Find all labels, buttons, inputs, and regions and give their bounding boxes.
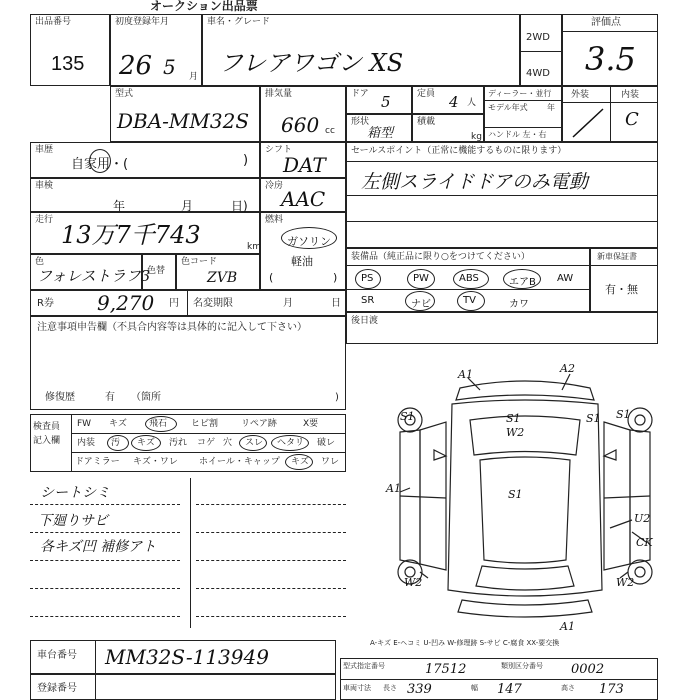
drive-box xyxy=(520,14,562,86)
dealer-label: ディーラー・並行 xyxy=(488,89,552,98)
shift-box xyxy=(260,142,346,178)
equip-ps: PS xyxy=(361,273,374,284)
interior-value: C xyxy=(625,109,639,130)
color-code-value: ZVB xyxy=(207,270,238,286)
inspection-day-unit: 日) xyxy=(231,199,248,213)
insp-dirt: 汚 xyxy=(111,438,121,448)
width-label: 幅 xyxy=(471,684,478,692)
notes-label: 注意事項申告欄（不具合内容等は具体的に記入して下さい） xyxy=(37,322,307,333)
cert-dims-box xyxy=(340,658,658,700)
dealer-box xyxy=(484,86,562,142)
damage-mark-s1-fl: S1 xyxy=(400,410,415,423)
capacity-unit: 人 xyxy=(467,98,477,108)
cert-value: 17512 xyxy=(425,662,467,677)
repair-paren: （箇所 xyxy=(131,392,161,403)
inspection-box xyxy=(30,178,260,212)
name-change-label: 名変期限 xyxy=(193,298,233,309)
shift-label: シフト xyxy=(265,145,293,155)
equip-leather: カワ xyxy=(509,299,529,310)
recycle-label: R券 xyxy=(37,298,54,309)
class-label: 類別区分番号 xyxy=(501,662,543,670)
usage-box xyxy=(30,142,260,178)
insp-scratch: キズ xyxy=(109,419,127,429)
usage-value: 自家用・( xyxy=(71,157,129,172)
model-value: フレアワゴン XS xyxy=(219,49,404,77)
insp-interior: 内装 xyxy=(77,438,96,448)
equip-navi-circle xyxy=(405,291,435,311)
drive-4wd: 4WD xyxy=(526,68,550,79)
lot-box xyxy=(30,14,110,86)
dims-label: 車両寸法 xyxy=(343,684,371,692)
chassis-box xyxy=(30,640,336,674)
recycle-unit: 円 xyxy=(169,298,179,309)
equip-sr: SR xyxy=(361,295,375,306)
height-value: 173 xyxy=(599,682,624,697)
color-value: フォレストラフ3 xyxy=(37,267,151,285)
mileage-box xyxy=(30,212,260,254)
model-type-label: 型式 xyxy=(115,89,134,99)
capacity-box xyxy=(412,86,484,114)
recycle-value: 9,270 xyxy=(97,291,155,315)
insp-tear: 破レ xyxy=(317,438,336,448)
damage-mark-s1-hood: S1 xyxy=(506,412,521,425)
equip-abs: ABS xyxy=(459,273,479,284)
insp-sag-circle xyxy=(271,435,309,451)
insp-stain: 汚れ xyxy=(169,438,188,448)
notes-box xyxy=(30,316,346,410)
doors-value: 5 xyxy=(381,93,391,111)
model-year-unit: 年 xyxy=(547,103,555,112)
registration-box xyxy=(30,674,336,700)
damage-mark-s1-roof: S1 xyxy=(508,488,523,501)
insp-chip-circle xyxy=(145,416,177,432)
handle-label: ハンドル 左・右 xyxy=(488,130,547,139)
note-2: 下廻りサビ xyxy=(38,513,108,529)
handwritten-notes-area xyxy=(30,478,346,638)
insp-crack: ヒビ割 xyxy=(191,419,219,429)
damage-mark-w2-hood: W2 xyxy=(506,426,525,439)
shape-value: 箱型 xyxy=(367,126,394,141)
width-value: 147 xyxy=(497,682,522,697)
inspection-month-unit: 月 xyxy=(181,199,194,213)
model-type-box xyxy=(110,86,260,142)
damage-mark-u2-right: U2 xyxy=(634,512,651,525)
equip-abs-circle xyxy=(453,269,489,289)
doors-box xyxy=(346,86,412,114)
displacement-unit: cc xyxy=(325,126,335,136)
damage-mark-s1-r: S1 xyxy=(616,408,631,421)
equip-pw-circle xyxy=(407,269,435,289)
height-label: 高さ xyxy=(561,684,575,692)
insp-wheel-scratch: キズ xyxy=(291,457,309,467)
fuel-paren-open: ( xyxy=(269,271,274,284)
fuel-light-oil: 軽油 xyxy=(291,255,313,268)
model-type-value: DBA-MM32S xyxy=(117,109,250,133)
aircon-label: 冷房 xyxy=(265,181,284,191)
displacement-box xyxy=(260,86,346,142)
insp-xneed: X要 xyxy=(303,419,319,429)
insp-wear: スレ xyxy=(245,438,264,448)
equip-airbag-circle xyxy=(503,269,541,289)
recycle-box xyxy=(30,290,346,316)
new-warranty-value: 有・無 xyxy=(605,283,638,296)
damage-mark-a1-left: A1 xyxy=(386,482,401,495)
insp-dirt-circle xyxy=(107,435,129,451)
damage-mark-w2-rr: W2 xyxy=(616,576,635,589)
lot-number: 135 xyxy=(51,53,85,75)
rear-delivery-box xyxy=(346,312,658,344)
model-year-label: モデル年式 xyxy=(488,103,528,112)
repair-close: ) xyxy=(335,392,339,403)
equip-navi: ナビ xyxy=(411,299,431,310)
repair-value: 有 xyxy=(105,392,115,403)
insp-sag: ヘタリ xyxy=(277,438,305,448)
insp-wheel: ホイール・キャップ xyxy=(199,457,280,467)
equip-tv-circle xyxy=(457,291,485,311)
fuel-label: 燃料 xyxy=(265,215,284,225)
damage-legend: A-キズ E-ヘコミ U-凹み W-修理跡 S-サビ C-腐食 XX-要交換 xyxy=(370,639,560,647)
color-code-label: 色コード xyxy=(181,257,218,267)
exterior-label: 外装 xyxy=(571,90,590,100)
inspector-label-2: 記入欄 xyxy=(33,436,61,446)
exterior-slash-mark xyxy=(569,105,605,139)
equipment-box xyxy=(346,248,590,312)
damage-mark-a1-rear: A1 xyxy=(560,620,575,630)
mileage-value: 13万7千743 xyxy=(61,221,201,249)
first-reg-year: 26 xyxy=(119,51,153,81)
new-warranty-label: 新車保証書 xyxy=(597,252,637,261)
score-value: 3.5 xyxy=(585,40,636,78)
length-value: 339 xyxy=(407,682,432,697)
damage-mark-a2-front: A2 xyxy=(560,362,575,375)
sales-point-value: 左側スライドドアのみ電動 xyxy=(361,171,588,193)
sales-point-label: セールスポイント（正常に機能するものに限ります） xyxy=(351,146,567,156)
form-title: オークション出品票 xyxy=(150,0,258,13)
rear-delivery-label: 後日渡 xyxy=(351,316,379,326)
repaint-box xyxy=(142,254,176,290)
insp-int-scratch: キズ xyxy=(137,438,155,448)
first-reg-month: 5 xyxy=(163,55,176,79)
shape-label: 形状 xyxy=(351,117,370,127)
model-box xyxy=(202,14,520,86)
insp-wheel-crack: ワレ xyxy=(321,457,340,467)
repaint-label: 色替 xyxy=(147,266,166,276)
aircon-value: AAC xyxy=(281,187,326,211)
insp-mirror: ドアミラー xyxy=(75,457,120,467)
score-label: 評価点 xyxy=(591,17,621,28)
color-box xyxy=(30,254,151,290)
equip-pw: PW xyxy=(413,273,429,284)
capacity-label: 定員 xyxy=(417,89,436,99)
damage-mark-ck-right: CK xyxy=(636,536,653,549)
damage-mark-s1-fr: S1 xyxy=(586,412,601,425)
repair-label: 修復歴 xyxy=(45,392,75,403)
displacement-value: 660 xyxy=(281,113,320,137)
insp-wear-circle xyxy=(239,435,267,451)
interior-label: 内装 xyxy=(621,90,640,100)
capacity-value: 4 xyxy=(449,93,459,111)
first-reg-box xyxy=(110,14,202,86)
model-label: 車名・グレード xyxy=(207,17,271,27)
insp-hole: 穴 xyxy=(223,438,233,448)
mileage-unit: km xyxy=(247,242,261,252)
fuel-box xyxy=(260,212,346,290)
equip-ps-circle xyxy=(355,269,381,289)
inspection-year-unit: 年 xyxy=(113,199,126,213)
insp-int-scratch-circle xyxy=(131,435,161,451)
name-change-day: 日 xyxy=(331,298,341,309)
insp-fw: FW xyxy=(77,419,92,429)
color-label: 色 xyxy=(35,257,45,267)
chassis-label: 車台番号 xyxy=(37,650,77,661)
drive-2wd: 2WD xyxy=(526,32,550,43)
car-damage-diagram xyxy=(380,360,670,630)
inspector-box xyxy=(30,414,346,472)
load-label: 積載 xyxy=(417,117,436,127)
damage-mark-a1-front: A1 xyxy=(458,368,473,381)
color-code-box xyxy=(176,254,260,290)
equip-airbag: エアB xyxy=(509,277,536,288)
registration-label: 登録番号 xyxy=(37,683,77,694)
doors-label: ドア xyxy=(351,89,369,99)
insp-burn: コゲ xyxy=(197,438,216,448)
equip-aw: AW xyxy=(557,273,574,284)
shape-box xyxy=(346,114,412,142)
usage-circle-mark xyxy=(89,149,111,173)
insp-repair: リペア跡 xyxy=(241,419,277,429)
note-1: シートシミ xyxy=(40,485,110,501)
cert-label: 型式指定番号 xyxy=(343,662,385,670)
fuel-gasoline: ガソリン xyxy=(287,235,331,248)
score-box xyxy=(562,14,658,86)
damage-mark-w2-rl: W2 xyxy=(404,576,423,589)
equipment-label: 装備品（純正品に限り○をつけてください） xyxy=(351,252,530,262)
note-3: 各キズ凹 補修アト xyxy=(40,539,157,555)
insp-chip: 飛石 xyxy=(149,419,168,429)
insp-mirror-damage: キズ・ワレ xyxy=(133,457,178,467)
insp-wheel-scratch-circle xyxy=(285,454,313,470)
lot-label: 出品番号 xyxy=(35,17,72,27)
mileage-label: 走行 xyxy=(35,215,54,225)
length-label: 長さ xyxy=(383,684,397,692)
chassis-value: MM32S-113949 xyxy=(105,645,269,669)
fuel-paren-close: ) xyxy=(333,271,338,284)
first-reg-month-unit: 月 xyxy=(189,72,199,82)
first-reg-label: 初度登録年月 xyxy=(115,17,170,27)
aircon-box xyxy=(260,178,346,212)
name-change-month: 月 xyxy=(283,298,293,309)
equip-tv: TV xyxy=(463,295,476,306)
load-box xyxy=(412,114,484,142)
load-unit: kg xyxy=(471,132,482,142)
sales-point-box xyxy=(346,142,658,248)
subscore-box xyxy=(562,86,658,142)
usage-label: 車歴 xyxy=(35,145,54,155)
inspector-label-1: 検査員 xyxy=(33,422,61,432)
fuel-circle-mark xyxy=(281,227,337,249)
shift-value: DAT xyxy=(283,153,326,177)
displacement-label: 排気量 xyxy=(265,89,293,99)
inspection-label: 車検 xyxy=(35,181,54,191)
class-value: 0002 xyxy=(571,662,605,677)
usage-close: ) xyxy=(243,153,249,168)
new-warranty-box xyxy=(590,248,658,312)
